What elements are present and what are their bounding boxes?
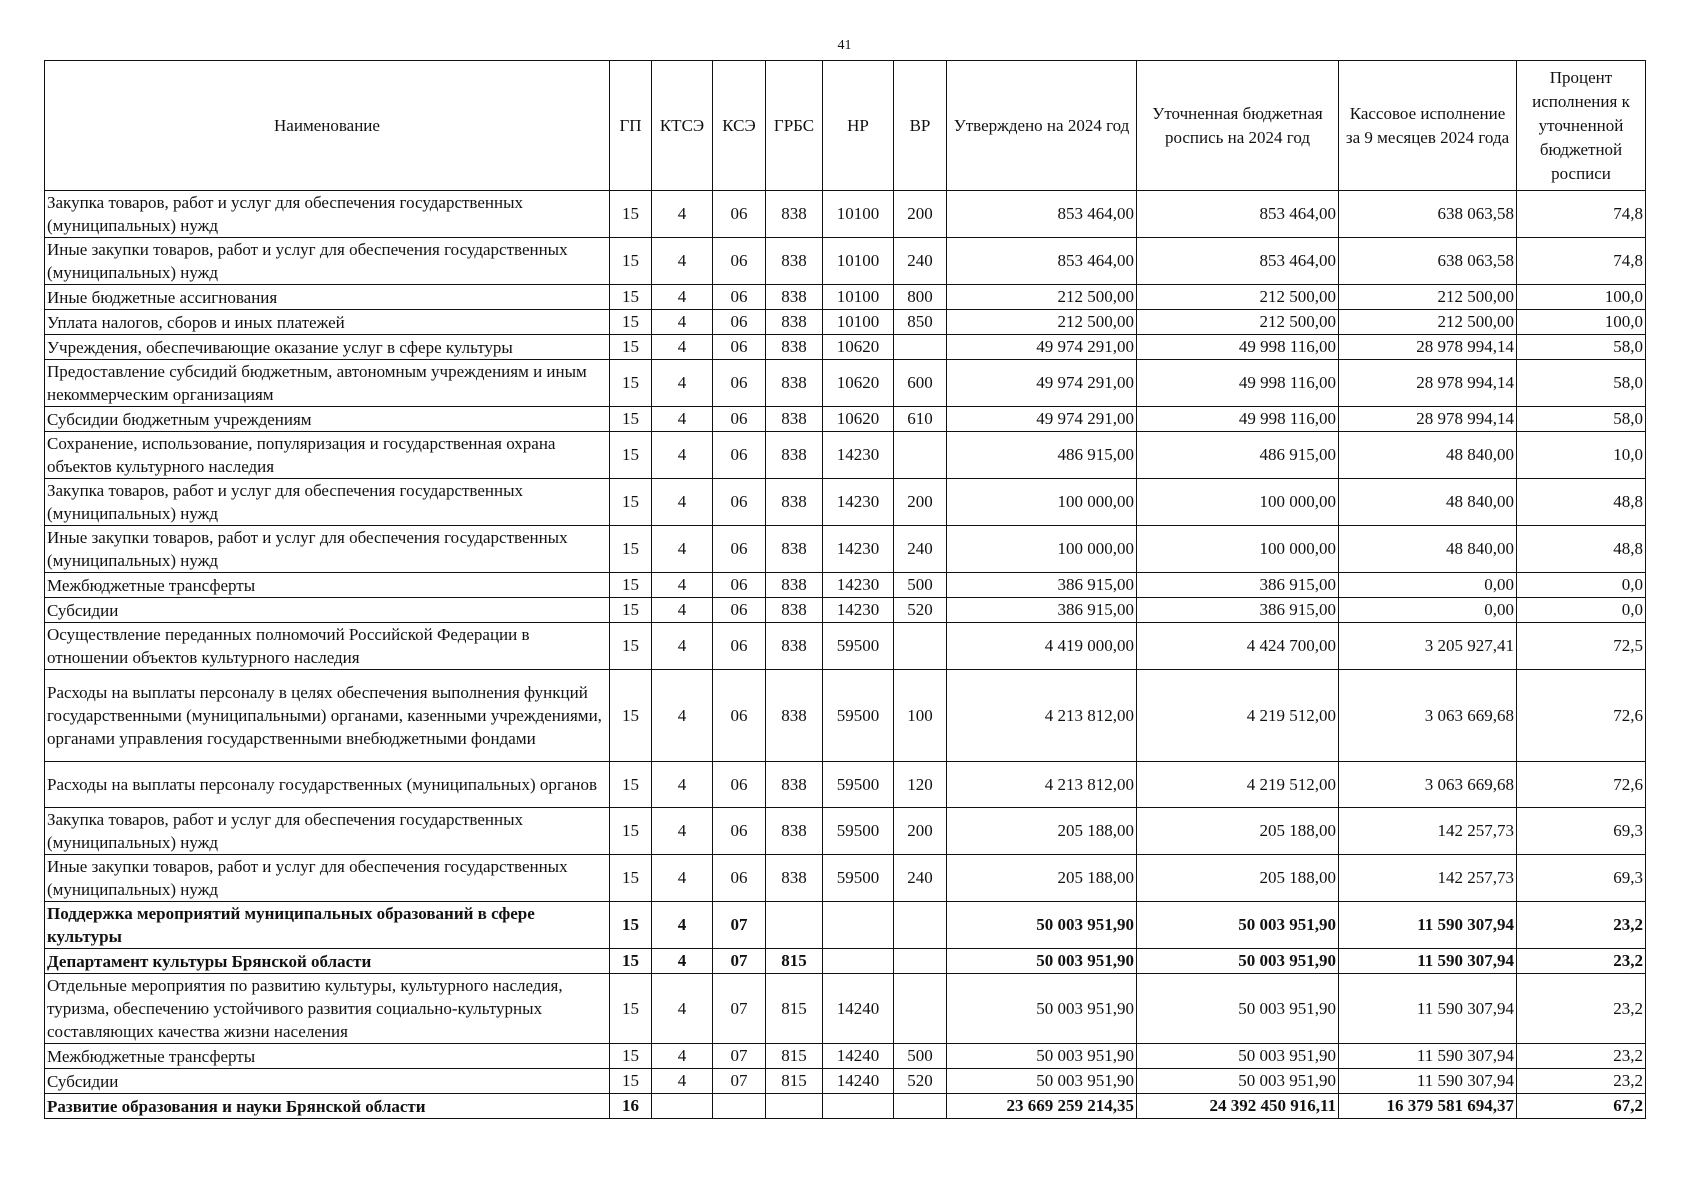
cell-refined: 50 003 951,90 bbox=[1137, 974, 1339, 1044]
cell-grbs bbox=[766, 902, 823, 949]
cell-nr: 10620 bbox=[823, 335, 894, 360]
cell-approved: 853 464,00 bbox=[947, 191, 1137, 238]
cell-nr: 59500 bbox=[823, 670, 894, 762]
cell-gp: 15 bbox=[610, 573, 652, 598]
cell-approved: 486 915,00 bbox=[947, 432, 1137, 479]
cell-approved: 23 669 259 214,35 bbox=[947, 1094, 1137, 1119]
cell-gp: 15 bbox=[610, 855, 652, 902]
cell-percent: 23,2 bbox=[1517, 1044, 1646, 1069]
cell-ktse: 4 bbox=[652, 191, 713, 238]
cell-vr: 200 bbox=[894, 191, 947, 238]
cell-grbs: 838 bbox=[766, 598, 823, 623]
cell-gp: 15 bbox=[610, 974, 652, 1044]
cell-refined: 853 464,00 bbox=[1137, 238, 1339, 285]
cell-ktse: 4 bbox=[652, 762, 713, 808]
cell-nr: 14240 bbox=[823, 1069, 894, 1094]
cell-grbs: 838 bbox=[766, 191, 823, 238]
table-row bbox=[45, 670, 1646, 762]
cell-name: Иные закупки товаров, работ и услуг для обеспечения государственных (муниципальных) нужд bbox=[45, 855, 610, 902]
cell-cash: 3 063 669,68 bbox=[1339, 670, 1517, 762]
cell-vr: 240 bbox=[894, 238, 947, 285]
cell-refined: 24 392 450 916,11 bbox=[1137, 1094, 1339, 1119]
cell-ktse: 4 bbox=[652, 573, 713, 598]
cell-vr: 120 bbox=[894, 762, 947, 808]
cell-name: Закупка товаров, работ и услуг для обеспечения государственных (муниципальных) нужд bbox=[45, 191, 610, 238]
cell-kse: 06 bbox=[713, 335, 766, 360]
cell-cash: 48 840,00 bbox=[1339, 479, 1517, 526]
cell-vr: 800 bbox=[894, 285, 947, 310]
cell-ktse: 4 bbox=[652, 335, 713, 360]
cell-cash: 3 063 669,68 bbox=[1339, 762, 1517, 808]
cell-cash: 11 590 307,94 bbox=[1339, 1044, 1517, 1069]
cell-vr bbox=[894, 974, 947, 1044]
cell-vr: 600 bbox=[894, 360, 947, 407]
cell-refined: 205 188,00 bbox=[1137, 855, 1339, 902]
cell-vr bbox=[894, 335, 947, 360]
cell-ktse: 4 bbox=[652, 808, 713, 855]
cell-percent: 0,0 bbox=[1517, 573, 1646, 598]
cell-kse: 06 bbox=[713, 526, 766, 573]
cell-grbs: 838 bbox=[766, 855, 823, 902]
cell-grbs: 815 bbox=[766, 1069, 823, 1094]
cell-gp: 15 bbox=[610, 407, 652, 432]
cell-gp: 15 bbox=[610, 238, 652, 285]
cell-percent: 74,8 bbox=[1517, 191, 1646, 238]
cell-nr: 14230 bbox=[823, 432, 894, 479]
table-row bbox=[45, 902, 1646, 949]
cell-vr bbox=[894, 623, 947, 670]
cell-gp: 15 bbox=[610, 360, 652, 407]
cell-nr: 10100 bbox=[823, 310, 894, 335]
cell-ktse: 4 bbox=[652, 360, 713, 407]
cell-cash: 0,00 bbox=[1339, 598, 1517, 623]
cell-percent: 23,2 bbox=[1517, 974, 1646, 1044]
cell-grbs: 838 bbox=[766, 573, 823, 598]
cell-approved: 100 000,00 bbox=[947, 479, 1137, 526]
cell-nr: 10100 bbox=[823, 238, 894, 285]
cell-gp: 15 bbox=[610, 670, 652, 762]
cell-cash: 638 063,58 bbox=[1339, 191, 1517, 238]
cell-ktse: 4 bbox=[652, 855, 713, 902]
cell-vr: 200 bbox=[894, 808, 947, 855]
cell-vr: 100 bbox=[894, 670, 947, 762]
table-row bbox=[45, 335, 1646, 360]
cell-nr: 10620 bbox=[823, 407, 894, 432]
cell-gp: 15 bbox=[610, 479, 652, 526]
table-row bbox=[45, 432, 1646, 479]
cell-percent: 23,2 bbox=[1517, 949, 1646, 974]
cell-grbs: 838 bbox=[766, 526, 823, 573]
table-row bbox=[45, 762, 1646, 808]
cell-vr: 610 bbox=[894, 407, 947, 432]
cell-refined: 386 915,00 bbox=[1137, 598, 1339, 623]
cell-vr bbox=[894, 949, 947, 974]
cell-approved: 50 003 951,90 bbox=[947, 1069, 1137, 1094]
cell-cash: 0,00 bbox=[1339, 573, 1517, 598]
cell-approved: 212 500,00 bbox=[947, 285, 1137, 310]
cell-nr: 10620 bbox=[823, 360, 894, 407]
cell-kse: 06 bbox=[713, 670, 766, 762]
cell-approved: 4 213 812,00 bbox=[947, 762, 1137, 808]
cell-approved: 50 003 951,90 bbox=[947, 902, 1137, 949]
table-row bbox=[45, 1044, 1646, 1069]
cell-refined: 49 998 116,00 bbox=[1137, 360, 1339, 407]
cell-name: Расходы на выплаты персоналу государственных (муниципальных) органов bbox=[45, 762, 610, 808]
cell-vr: 200 bbox=[894, 479, 947, 526]
cell-grbs: 838 bbox=[766, 670, 823, 762]
cell-cash: 212 500,00 bbox=[1339, 310, 1517, 335]
cell-grbs: 838 bbox=[766, 360, 823, 407]
cell-refined: 50 003 951,90 bbox=[1137, 949, 1339, 974]
cell-refined: 4 219 512,00 bbox=[1137, 762, 1339, 808]
cell-percent: 48,8 bbox=[1517, 526, 1646, 573]
cell-ktse: 4 bbox=[652, 902, 713, 949]
cell-grbs bbox=[766, 1094, 823, 1119]
cell-gp: 15 bbox=[610, 598, 652, 623]
budget-table bbox=[44, 60, 1646, 1119]
cell-gp: 15 bbox=[610, 432, 652, 479]
cell-approved: 49 974 291,00 bbox=[947, 335, 1137, 360]
cell-approved: 4 213 812,00 bbox=[947, 670, 1137, 762]
cell-nr: 10100 bbox=[823, 285, 894, 310]
cell-cash: 11 590 307,94 bbox=[1339, 1069, 1517, 1094]
cell-ktse: 4 bbox=[652, 238, 713, 285]
col-header-vr: ВР bbox=[894, 61, 947, 191]
cell-ktse: 4 bbox=[652, 479, 713, 526]
cell-grbs: 838 bbox=[766, 407, 823, 432]
cell-cash: 48 840,00 bbox=[1339, 526, 1517, 573]
header-row bbox=[45, 61, 1646, 191]
cell-refined: 49 998 116,00 bbox=[1137, 407, 1339, 432]
col-header-ktse: КТСЭ bbox=[652, 61, 713, 191]
table-row bbox=[45, 855, 1646, 902]
cell-approved: 49 974 291,00 bbox=[947, 407, 1137, 432]
cell-name: Учреждения, обеспечивающие оказание услуг в сфере культуры bbox=[45, 335, 610, 360]
cell-ktse: 4 bbox=[652, 407, 713, 432]
cell-vr: 500 bbox=[894, 1044, 947, 1069]
cell-vr: 520 bbox=[894, 598, 947, 623]
cell-kse: 06 bbox=[713, 191, 766, 238]
cell-ktse: 4 bbox=[652, 432, 713, 479]
cell-approved: 49 974 291,00 bbox=[947, 360, 1137, 407]
col-header-refined: Уточненная бюджетная роспись на 2024 год bbox=[1137, 61, 1339, 191]
cell-approved: 50 003 951,90 bbox=[947, 974, 1137, 1044]
table-row bbox=[45, 479, 1646, 526]
cell-ktse bbox=[652, 1094, 713, 1119]
cell-name: Развитие образования и науки Брянской области bbox=[45, 1094, 610, 1119]
cell-percent: 23,2 bbox=[1517, 902, 1646, 949]
cell-percent: 48,8 bbox=[1517, 479, 1646, 526]
cell-grbs: 838 bbox=[766, 238, 823, 285]
cell-nr: 14230 bbox=[823, 479, 894, 526]
cell-percent: 72,6 bbox=[1517, 762, 1646, 808]
cell-approved: 100 000,00 bbox=[947, 526, 1137, 573]
cell-kse bbox=[713, 1094, 766, 1119]
cell-nr: 14230 bbox=[823, 598, 894, 623]
cell-cash: 28 978 994,14 bbox=[1339, 407, 1517, 432]
table-row bbox=[45, 573, 1646, 598]
cell-nr: 14230 bbox=[823, 526, 894, 573]
table-row bbox=[45, 526, 1646, 573]
cell-kse: 06 bbox=[713, 479, 766, 526]
cell-gp: 15 bbox=[610, 310, 652, 335]
cell-percent: 67,2 bbox=[1517, 1094, 1646, 1119]
cell-approved: 50 003 951,90 bbox=[947, 949, 1137, 974]
table-row bbox=[45, 623, 1646, 670]
cell-name: Предоставление субсидий бюджетным, автономным учреждениям и иным некоммерческим организациям bbox=[45, 360, 610, 407]
cell-kse: 06 bbox=[713, 808, 766, 855]
cell-refined: 205 188,00 bbox=[1137, 808, 1339, 855]
cell-cash: 28 978 994,14 bbox=[1339, 360, 1517, 407]
cell-name: Осуществление переданных полномочий Российской Федерации в отношении объектов культурного наследия bbox=[45, 623, 610, 670]
cell-approved: 4 419 000,00 bbox=[947, 623, 1137, 670]
table-row bbox=[45, 974, 1646, 1044]
cell-nr: 59500 bbox=[823, 623, 894, 670]
cell-refined: 4 219 512,00 bbox=[1137, 670, 1339, 762]
cell-refined: 853 464,00 bbox=[1137, 191, 1339, 238]
cell-kse: 07 bbox=[713, 1069, 766, 1094]
cell-nr: 14240 bbox=[823, 1044, 894, 1069]
cell-ktse: 4 bbox=[652, 974, 713, 1044]
cell-ktse: 4 bbox=[652, 623, 713, 670]
cell-grbs: 838 bbox=[766, 623, 823, 670]
col-header-name: Наименование bbox=[45, 61, 610, 191]
cell-vr: 520 bbox=[894, 1069, 947, 1094]
cell-grbs: 838 bbox=[766, 808, 823, 855]
cell-grbs: 838 bbox=[766, 762, 823, 808]
cell-kse: 06 bbox=[713, 360, 766, 407]
cell-name: Иные закупки товаров, работ и услуг для обеспечения государственных (муниципальных) нужд bbox=[45, 238, 610, 285]
cell-name: Субсидии bbox=[45, 1069, 610, 1094]
cell-refined: 50 003 951,90 bbox=[1137, 902, 1339, 949]
cell-nr bbox=[823, 1094, 894, 1119]
cell-percent: 74,8 bbox=[1517, 238, 1646, 285]
cell-percent: 0,0 bbox=[1517, 598, 1646, 623]
cell-cash: 16 379 581 694,37 bbox=[1339, 1094, 1517, 1119]
cell-nr: 59500 bbox=[823, 855, 894, 902]
table-row bbox=[45, 360, 1646, 407]
cell-cash: 48 840,00 bbox=[1339, 432, 1517, 479]
cell-gp: 15 bbox=[610, 526, 652, 573]
table-row bbox=[45, 598, 1646, 623]
cell-gp: 15 bbox=[610, 902, 652, 949]
col-header-nr: НР bbox=[823, 61, 894, 191]
cell-name: Иные бюджетные ассигнования bbox=[45, 285, 610, 310]
cell-ktse: 4 bbox=[652, 949, 713, 974]
cell-gp: 15 bbox=[610, 623, 652, 670]
cell-cash: 3 205 927,41 bbox=[1339, 623, 1517, 670]
cell-vr bbox=[894, 1094, 947, 1119]
cell-kse: 07 bbox=[713, 974, 766, 1044]
cell-vr bbox=[894, 902, 947, 949]
col-header-approved: Утверждено на 2024 год bbox=[947, 61, 1137, 191]
cell-name: Сохранение, использование, популяризация и государственная охрана объектов культурного наследия bbox=[45, 432, 610, 479]
cell-name: Отдельные мероприятия по развитию культуры, культурного наследия, туризма, обеспечению устойчивого развития социально-культурных составляющих качества жизни населения bbox=[45, 974, 610, 1044]
cell-percent: 10,0 bbox=[1517, 432, 1646, 479]
cell-approved: 205 188,00 bbox=[947, 855, 1137, 902]
cell-name: Субсидии bbox=[45, 598, 610, 623]
cell-cash: 142 257,73 bbox=[1339, 855, 1517, 902]
cell-approved: 212 500,00 bbox=[947, 310, 1137, 335]
cell-percent: 58,0 bbox=[1517, 407, 1646, 432]
cell-gp: 15 bbox=[610, 191, 652, 238]
cell-gp: 15 bbox=[610, 1069, 652, 1094]
table-row bbox=[45, 1094, 1646, 1119]
cell-gp: 15 bbox=[610, 335, 652, 360]
cell-gp: 16 bbox=[610, 1094, 652, 1119]
cell-approved: 386 915,00 bbox=[947, 573, 1137, 598]
cell-cash: 142 257,73 bbox=[1339, 808, 1517, 855]
col-header-kse: КСЭ bbox=[713, 61, 766, 191]
cell-kse: 07 bbox=[713, 1044, 766, 1069]
table-row bbox=[45, 191, 1646, 238]
cell-kse: 06 bbox=[713, 238, 766, 285]
cell-percent: 23,2 bbox=[1517, 1069, 1646, 1094]
cell-refined: 100 000,00 bbox=[1137, 526, 1339, 573]
cell-approved: 50 003 951,90 bbox=[947, 1044, 1137, 1069]
cell-refined: 4 424 700,00 bbox=[1137, 623, 1339, 670]
cell-refined: 49 998 116,00 bbox=[1137, 335, 1339, 360]
cell-percent: 58,0 bbox=[1517, 360, 1646, 407]
cell-name: Межбюджетные трансферты bbox=[45, 1044, 610, 1069]
cell-name: Уплата налогов, сборов и иных платежей bbox=[45, 310, 610, 335]
cell-cash: 212 500,00 bbox=[1339, 285, 1517, 310]
cell-cash: 11 590 307,94 bbox=[1339, 902, 1517, 949]
cell-refined: 212 500,00 bbox=[1137, 285, 1339, 310]
cell-grbs: 838 bbox=[766, 479, 823, 526]
cell-grbs: 815 bbox=[766, 949, 823, 974]
cell-approved: 853 464,00 bbox=[947, 238, 1137, 285]
cell-ktse: 4 bbox=[652, 1069, 713, 1094]
table-row bbox=[45, 310, 1646, 335]
cell-cash: 11 590 307,94 bbox=[1339, 974, 1517, 1044]
cell-gp: 15 bbox=[610, 1044, 652, 1069]
cell-percent: 72,6 bbox=[1517, 670, 1646, 762]
cell-refined: 386 915,00 bbox=[1137, 573, 1339, 598]
cell-name: Расходы на выплаты персоналу в целях обеспечения выполнения функций государственными (муниципальными) органами, казенными учреждениями, органами управления государственными внебюджетными фондами bbox=[45, 670, 610, 762]
cell-vr: 240 bbox=[894, 526, 947, 573]
cell-vr: 850 bbox=[894, 310, 947, 335]
col-header-grbs: ГРБС bbox=[766, 61, 823, 191]
table-row bbox=[45, 238, 1646, 285]
cell-percent: 72,5 bbox=[1517, 623, 1646, 670]
cell-grbs: 838 bbox=[766, 285, 823, 310]
cell-percent: 69,3 bbox=[1517, 808, 1646, 855]
cell-nr bbox=[823, 902, 894, 949]
cell-kse: 06 bbox=[713, 598, 766, 623]
cell-cash: 11 590 307,94 bbox=[1339, 949, 1517, 974]
cell-percent: 69,3 bbox=[1517, 855, 1646, 902]
cell-grbs: 838 bbox=[766, 432, 823, 479]
cell-vr: 240 bbox=[894, 855, 947, 902]
cell-kse: 06 bbox=[713, 573, 766, 598]
table-row bbox=[45, 808, 1646, 855]
cell-nr: 10100 bbox=[823, 191, 894, 238]
cell-ktse: 4 bbox=[652, 598, 713, 623]
cell-gp: 15 bbox=[610, 285, 652, 310]
cell-refined: 50 003 951,90 bbox=[1137, 1069, 1339, 1094]
cell-cash: 638 063,58 bbox=[1339, 238, 1517, 285]
cell-ktse: 4 bbox=[652, 310, 713, 335]
cell-grbs: 838 bbox=[766, 335, 823, 360]
cell-percent: 100,0 bbox=[1517, 285, 1646, 310]
cell-cash: 28 978 994,14 bbox=[1339, 335, 1517, 360]
cell-ktse: 4 bbox=[652, 670, 713, 762]
table-row bbox=[45, 949, 1646, 974]
cell-grbs: 815 bbox=[766, 1044, 823, 1069]
cell-ktse: 4 bbox=[652, 526, 713, 573]
cell-refined: 486 915,00 bbox=[1137, 432, 1339, 479]
cell-nr: 14240 bbox=[823, 974, 894, 1044]
table-row bbox=[45, 1069, 1646, 1094]
cell-nr: 14230 bbox=[823, 573, 894, 598]
cell-nr bbox=[823, 949, 894, 974]
cell-name: Закупка товаров, работ и услуг для обеспечения государственных (муниципальных) нужд bbox=[45, 479, 610, 526]
cell-name: Межбюджетные трансферты bbox=[45, 573, 610, 598]
cell-refined: 50 003 951,90 bbox=[1137, 1044, 1339, 1069]
cell-nr: 59500 bbox=[823, 762, 894, 808]
table-body bbox=[45, 191, 1646, 1119]
cell-percent: 100,0 bbox=[1517, 310, 1646, 335]
col-header-gp: ГП bbox=[610, 61, 652, 191]
cell-grbs: 838 bbox=[766, 310, 823, 335]
cell-vr bbox=[894, 432, 947, 479]
cell-approved: 205 188,00 bbox=[947, 808, 1137, 855]
cell-name: Субсидии бюджетным учреждениям bbox=[45, 407, 610, 432]
cell-name: Иные закупки товаров, работ и услуг для обеспечения государственных (муниципальных) нужд bbox=[45, 526, 610, 573]
cell-ktse: 4 bbox=[652, 285, 713, 310]
cell-kse: 06 bbox=[713, 310, 766, 335]
cell-ktse: 4 bbox=[652, 1044, 713, 1069]
cell-kse: 07 bbox=[713, 949, 766, 974]
cell-kse: 06 bbox=[713, 432, 766, 479]
cell-refined: 100 000,00 bbox=[1137, 479, 1339, 526]
cell-gp: 15 bbox=[610, 808, 652, 855]
page-number: 41 bbox=[837, 38, 852, 53]
cell-refined: 212 500,00 bbox=[1137, 310, 1339, 335]
col-header-cash: Кассовое исполнение за 9 месяцев 2024 года bbox=[1339, 61, 1517, 191]
cell-percent: 58,0 bbox=[1517, 335, 1646, 360]
cell-name: Департамент культуры Брянской области bbox=[45, 949, 610, 974]
cell-vr: 500 bbox=[894, 573, 947, 598]
cell-gp: 15 bbox=[610, 949, 652, 974]
cell-kse: 06 bbox=[713, 762, 766, 808]
cell-kse: 06 bbox=[713, 285, 766, 310]
cell-grbs: 815 bbox=[766, 974, 823, 1044]
table-row bbox=[45, 407, 1646, 432]
cell-nr: 59500 bbox=[823, 808, 894, 855]
cell-kse: 07 bbox=[713, 902, 766, 949]
cell-kse: 06 bbox=[713, 623, 766, 670]
col-header-percent: Процент исполнения к уточненной бюджетной росписи bbox=[1517, 61, 1646, 191]
cell-kse: 06 bbox=[713, 855, 766, 902]
cell-kse: 06 bbox=[713, 407, 766, 432]
cell-name: Закупка товаров, работ и услуг для обеспечения государственных (муниципальных) нужд bbox=[45, 808, 610, 855]
cell-name: Поддержка мероприятий муниципальных образований в сфере культуры bbox=[45, 902, 610, 949]
table-row bbox=[45, 285, 1646, 310]
cell-approved: 386 915,00 bbox=[947, 598, 1137, 623]
cell-gp: 15 bbox=[610, 762, 652, 808]
